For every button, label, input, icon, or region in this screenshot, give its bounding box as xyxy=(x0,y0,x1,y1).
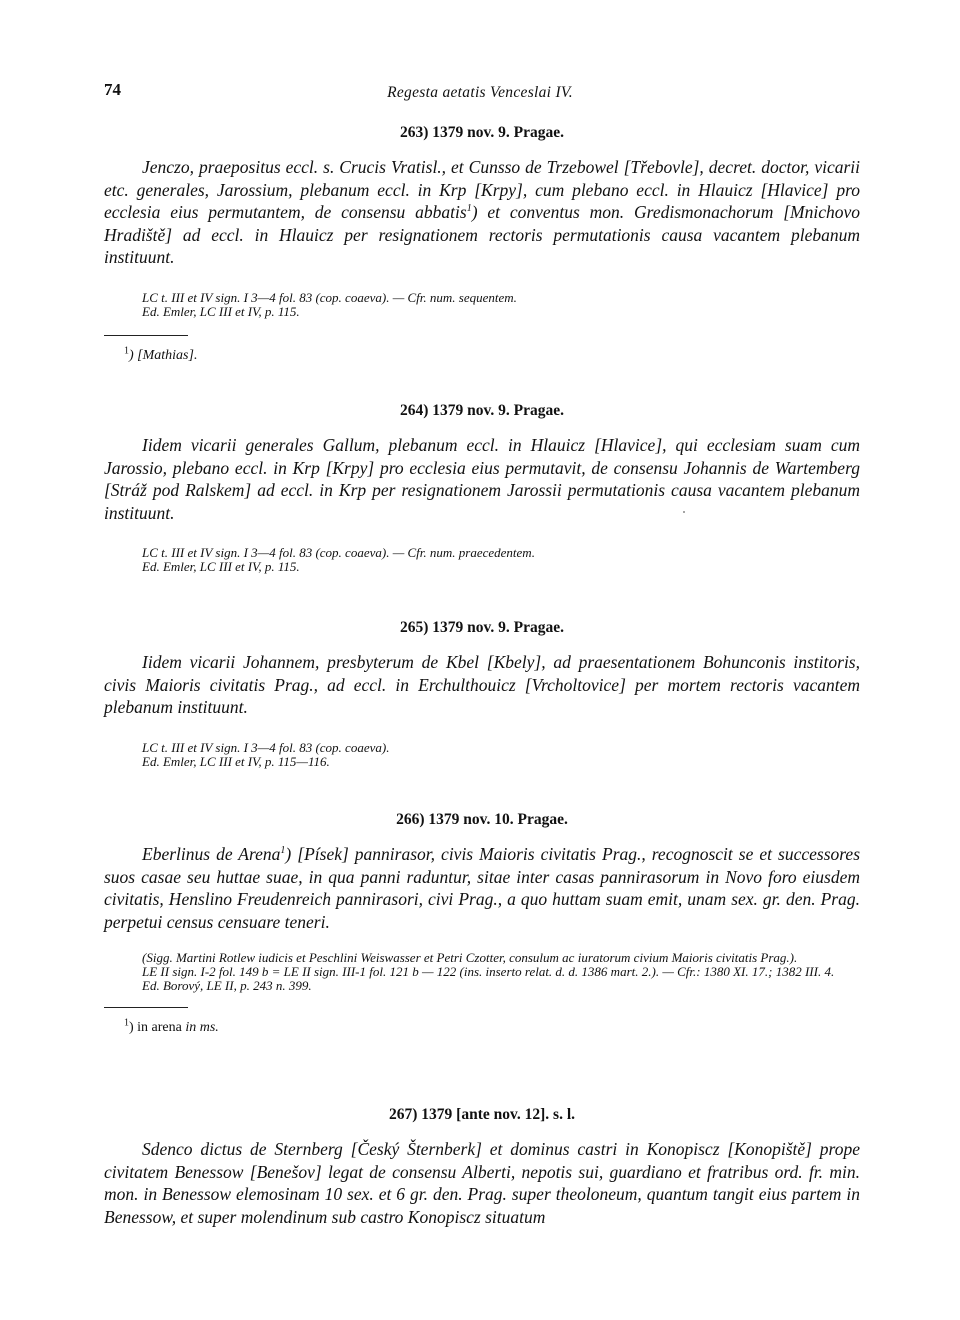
page-number: 74 xyxy=(104,80,121,99)
source-line: Ed. Borový, LE II, p. 243 n. 399. xyxy=(142,978,312,993)
footnote-ref: 1 xyxy=(466,203,472,215)
running-head: Regesta aetatis Venceslai IV. xyxy=(387,84,573,101)
sources xyxy=(104,546,860,574)
entry-text-part: ) et conventus mon. Gredismonachorum [Mnichovo Hradiště] ad eccl. in Hlauicz per resignationem rectoris permutationis causa vacantem plebanum instituunt. xyxy=(104,202,860,267)
entry-text-part: Jenczo, praepositus eccl. s. Crucis Vratisl., et Cunsso de Trzebowel [Třebovle], decret. doctor, vicarii etc. generales, Jarossium, plebanum eccl. in Krp [Krpy], cum plebano eccl. in Hlauicz [Hlavice] pro ecclesia eius permutantem, de consensu abbatis xyxy=(104,157,860,222)
source-line: Ed. Emler, LC III et IV, p. 115—116. xyxy=(142,753,330,769)
source-line: Ed. Emler, LC III et IV, p. 115. xyxy=(142,559,300,574)
entry-264 xyxy=(104,402,860,574)
footnote-divider xyxy=(104,335,188,336)
entry-text: Sdenco dictus de Sternberg [Český Šternberk] et dominus castri in Konopiscz [Konopiště] prope civitatem Benessow [Benešov] legat de consensu Alberti, nepotis sui, guardiano et fratribus ord. fr. min. mon. in Benessow elemosinam 10 sex. et 6 gr. den. Prag. super theoloneum, quantum tangit eius partem in Benessow, et super molendinum sub castro Konopiscz situatum xyxy=(104,1139,860,1227)
scan-speck xyxy=(683,511,685,513)
entry-266 xyxy=(104,811,860,1036)
entry-text-part: ) [Písek] pannirasor, civis Maioris civitatis Prag., recognoscit se et successores suos casae seu huttae suae, in qua panni raduntur, sitae inter casas pannirasorum in Novo foro eiusdem civitatis, Henslino Freudenreich pannirasori, civi Prag., a quo huttam suam emit, unam sex. gr. den. Prag. perpetui census censuare teneri. xyxy=(104,844,860,932)
footnote xyxy=(124,344,860,364)
footnote-mark: 1 xyxy=(124,1017,129,1029)
entry-heading: 266) 1379 nov. 10. Pragae. xyxy=(396,811,568,828)
footnote-divider xyxy=(104,1007,188,1008)
footnote-text: ) in arena xyxy=(129,1020,182,1035)
footnote-mark: 1 xyxy=(124,344,129,356)
entry-267 xyxy=(104,1106,860,1228)
footnote-ref: 1 xyxy=(280,845,286,857)
source-line: LC t. III et IV sign. I 3—4 fol. 83 (cop. coaeva). — Cfr. num. praecedentem. xyxy=(142,545,535,560)
footnote xyxy=(124,1017,860,1036)
entry-263 xyxy=(104,124,860,364)
footnote-text: ) [Mathias]. xyxy=(129,347,198,363)
source-line: (Sigg. Martini Rotlew iudicis et Peschlini Weiswasser et Petri Czotter, consulum ac iuratorum civium Maioris civitatis Prag.). xyxy=(142,950,798,965)
source-line: LC t. III et IV sign. I 3—4 fol. 83 (cop. coaeva). xyxy=(142,739,390,755)
entry-heading: 265) 1379 nov. 9. Pragae. xyxy=(399,619,565,636)
entry-heading: 264) 1379 nov. 9. Pragae. xyxy=(399,402,565,419)
sources xyxy=(104,741,860,769)
entry-265 xyxy=(104,619,860,769)
entry-text xyxy=(104,156,860,269)
entry-text: Iidem vicarii generales Gallum, plebanum eccl. in Hlauicz [Hlavice], qui ecclesiam suam cum Jarossio, plebano eccl. in Krp [Krpy] pro ecclesia eius permutavit, de consensu Johannis de Wartemberg [Stráž pod Ralskem] ad eccl. in Krp per resignationem Jarossii permutationis causa vacantem plebanum instituunt. xyxy=(104,435,860,523)
source-line: Ed. Emler, LC III et IV, p. 115. xyxy=(142,303,300,319)
entry-heading: 267) 1379 [ante nov. 12]. s. l. xyxy=(389,1106,575,1123)
sources xyxy=(104,951,860,993)
sources xyxy=(104,291,860,319)
entry-heading: 263) 1379 nov. 9. Pragae. xyxy=(399,124,565,141)
source-line: LC t. III et IV sign. I 3—4 fol. 83 (cop. coaeva). — Cfr. num. sequentem. xyxy=(142,289,517,305)
entry-text-part: Eberlinus de Arena xyxy=(142,844,281,864)
footnote-text-italic: in ms. xyxy=(181,1020,219,1035)
entry-text xyxy=(104,843,860,933)
entry-text: Iidem vicarii Johannem, presbyterum de Kbel [Kbely], ad praesentationem Bohunconis institoris, civis Maioris civitatis Prag., ad eccl. in Erchulthouicz [Vrcholtovice] per mortem rectoris vacantem plebanum instituunt. xyxy=(104,652,860,717)
source-line: LE II sign. I-2 fol. 149 b = LE II sign. III-1 fol. 121 b — 122 (ins. inserto relat. d. d. 1386 mart. 2.). — Cfr.: 1380 XI. 17.; 1382 III. 4. xyxy=(142,964,835,979)
